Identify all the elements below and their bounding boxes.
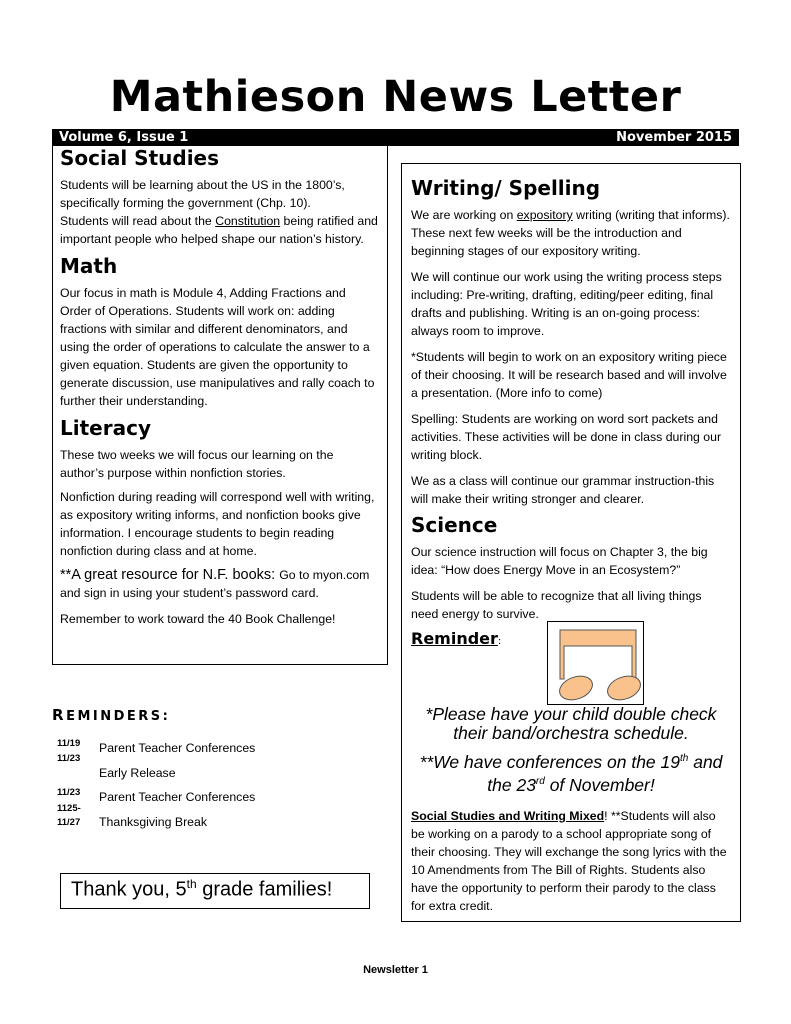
science-p1: Our science instruction will focus on Chapter 3, the big idea: “How does Energy Move in an Ecosystem?”	[411, 545, 708, 577]
thank-you-text: Thank you, 5th grade families!	[71, 877, 333, 901]
reminder-date: 1125-	[57, 803, 81, 814]
literacy-p2: Nonfiction during reading will correspond well with writing, as expository writing informs, and nonfiction books give information. I encourage students to begin reading nonfiction during class and at home.	[60, 490, 375, 558]
science-heading: Science	[411, 513, 498, 537]
social-studies-heading: Social Studies	[60, 146, 220, 170]
literacy-p1: These two weeks we will focus our learning on the author’s purpose within nonfiction stories.	[60, 448, 334, 480]
reminders-heading: REMINDERS:	[52, 706, 171, 724]
newsletter-title: Mathieson News Letter	[109, 72, 682, 122]
band-schedule-note: *Please have your child double check their band/orchestra schedule.	[425, 704, 717, 743]
reminder-notes	[411, 705, 731, 915]
right-column	[411, 176, 731, 648]
constitution-link: Constitution	[215, 214, 281, 228]
science-p2: Students will be able to recognize that all living things need energy to survive.	[411, 589, 702, 621]
volume-bar	[52, 129, 739, 146]
issue-date: November 2015	[616, 130, 732, 145]
conferences-note: **We have conferences on the 19th and the 23rd of November!	[419, 751, 723, 795]
mixed-paragraph: Social Studies and Writing Mixed! **Students will also be working on a parody to a school appropriate song of their choosing. They will exchange the song lyrics with the 10 Amendments from The Bill of Rights. Students also have the opportunity to perform their parody to the class for extra credit.	[411, 808, 727, 913]
writing-p4: Spelling: Students are working on word sort packets and activities. These activities will be done in class during our writing block.	[411, 412, 722, 462]
social-studies-p2: Students will read about the Constitution being ratified and important people who helped shape our nation’s history.	[60, 214, 378, 246]
reminder-date: 11/27	[57, 817, 81, 828]
reminder-event: Thanksgiving Break	[99, 815, 207, 829]
writing-p5: We as a class will continue our grammar instruction-this will make their writing stronger and clearer.	[411, 474, 715, 506]
reminder-event: Early Release	[99, 766, 176, 780]
writing-p3: *Students will begin to work on an expository writing piece of their choosing. It will be research based and will involve a presentation. (More info to come)	[411, 350, 727, 400]
music-note-icon	[547, 621, 644, 705]
left-column	[60, 146, 380, 628]
reminder-heading: Reminder:	[411, 629, 502, 648]
reminder-date: 11/23	[57, 753, 81, 764]
literacy-heading: Literacy	[60, 416, 151, 440]
writing-p1: We are working on expository writing (writing that informs). These next few weeks will be the introduction and beginning stages of our expository writing.	[411, 208, 730, 258]
reminder-event: Parent Teacher Conferences	[99, 741, 256, 755]
math-heading: Math	[60, 254, 118, 278]
reminder-date: 11/23	[57, 787, 81, 798]
literacy-p3: **A great resource for N.F. books: Go to myon.com and sign in using your student’s password card.	[60, 567, 370, 600]
writing-p2: We will continue our work using the writing process steps including: Pre-writing, drafting, editing/peer editing, final drafts and publishing. Writing is an on-going process: always room to improve.	[411, 270, 722, 338]
thank-you-box	[60, 873, 370, 909]
volume-issue: Volume 6, Issue 1	[59, 130, 189, 145]
expository-link: expository	[516, 208, 573, 222]
math-p1: Our focus in math is Module 4, Adding Fractions and Order of Operations. Students will work on: adding fractions with similar and different denominators, and using the order of operations to calculate the answer to a given equation. Students are given the opportunity to generate discussion, use manipulatives and rally coach to further their understanding.	[60, 286, 375, 408]
writing-heading: Writing/ Spelling	[411, 176, 601, 200]
page-footer: Newsletter 1	[363, 964, 428, 976]
social-studies-p1: Students will be learning about the US in the 1800’s, specifically forming the government (Chp. 10).	[60, 178, 345, 210]
literacy-p4: Remember to work toward the 40 Book Challenge!	[60, 612, 336, 626]
reminder-event: Parent Teacher Conferences	[99, 790, 256, 804]
reminder-date: 11/19	[57, 738, 81, 749]
